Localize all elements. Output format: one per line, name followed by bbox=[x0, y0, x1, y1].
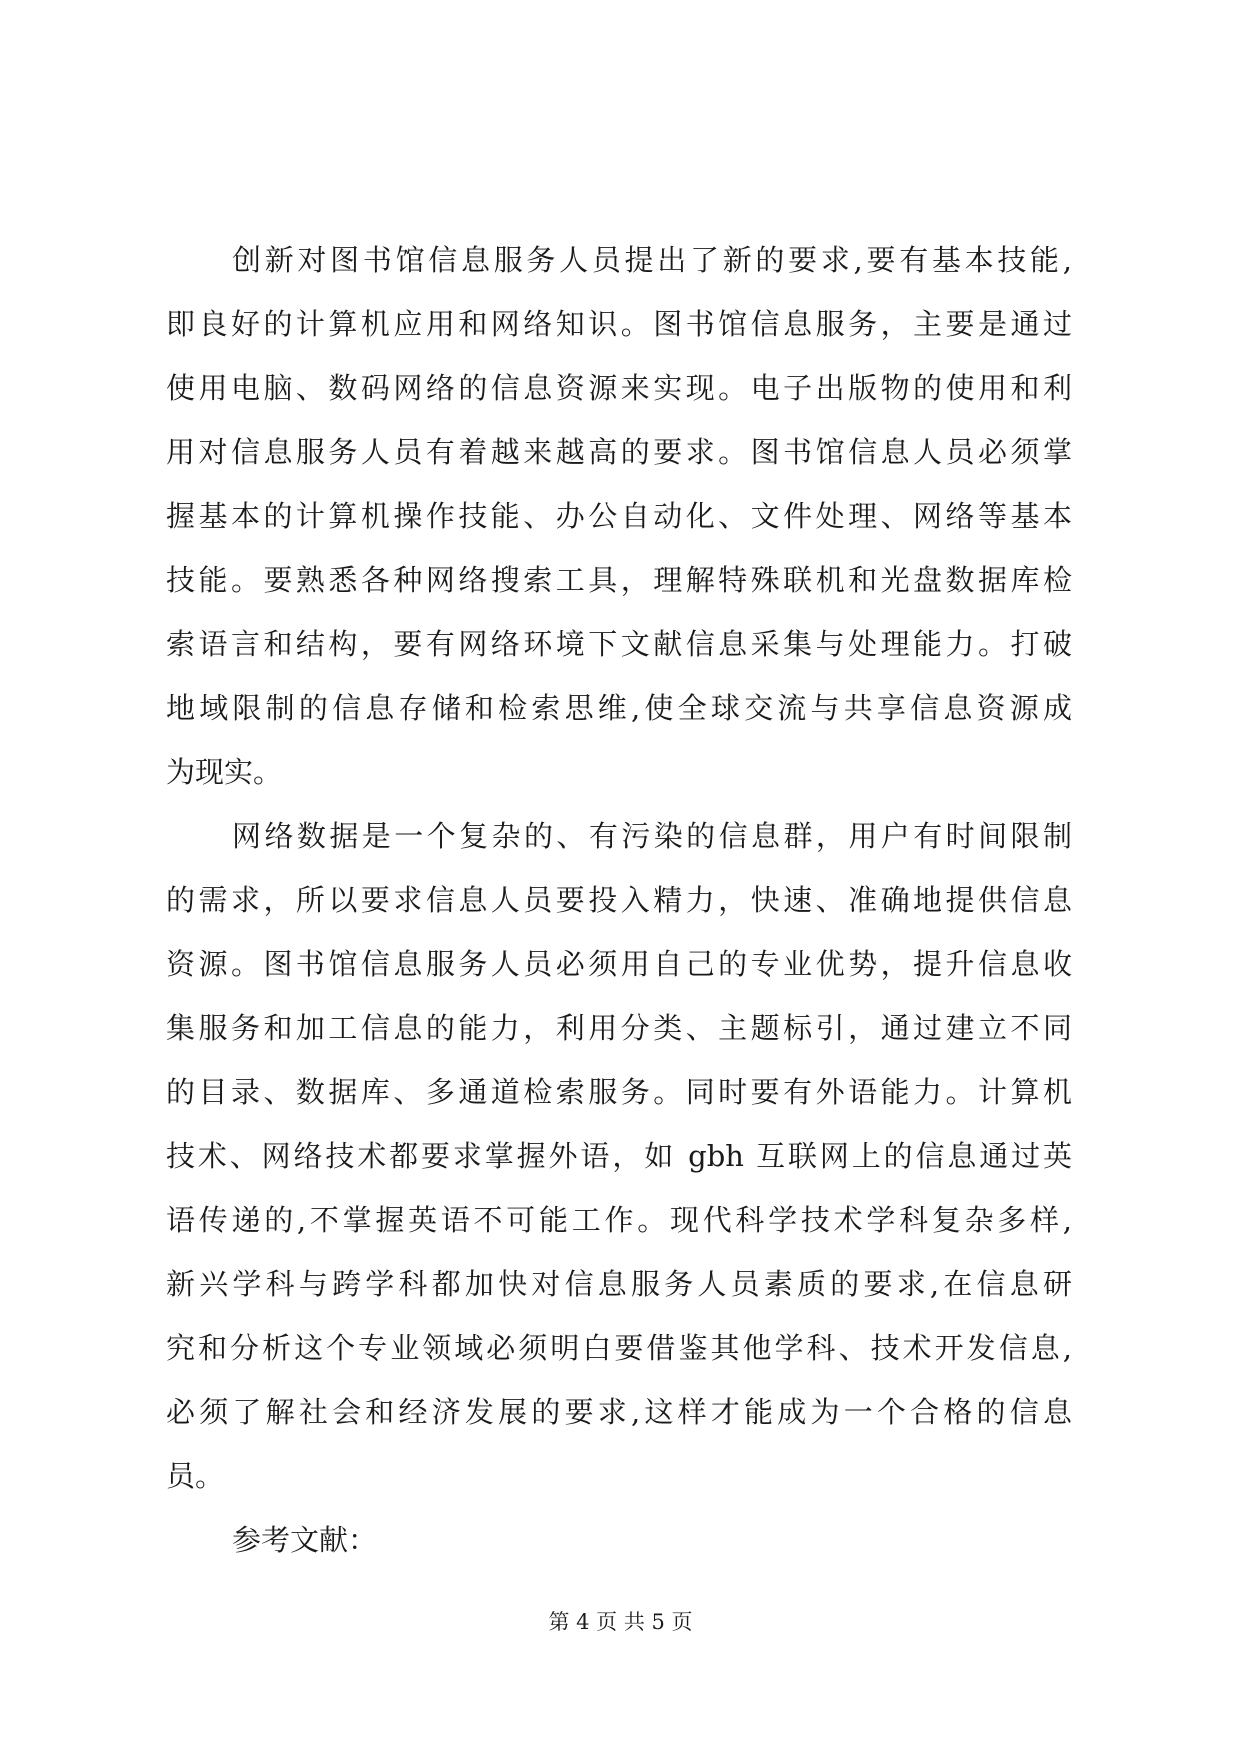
paragraph-1-line-8: 地域限制的信息存储和检索思维,使全球交流与共享信息资源成 bbox=[166, 691, 1072, 725]
paragraph-1-line-2: 即良好的计算机应用和网络知识。图书馆信息服务，主要是通过 bbox=[166, 307, 1072, 341]
paragraph-1-line-7: 索语言和结构，要有网络环境下文献信息采集与处理能力。打破 bbox=[166, 627, 1072, 661]
paragraph-2-line-9: 究和分析这个专业领域必须明白要借鉴其他学科、技术开发信息, bbox=[166, 1331, 1072, 1365]
paragraph-2-line-7: 语传递的,不掌握英语不可能工作。现代科学技术学科复杂多样, bbox=[166, 1203, 1072, 1237]
paragraph-1-line-3: 使用电脑、数码网络的信息资源来实现。电子出版物的使用和利 bbox=[166, 371, 1072, 405]
paragraph-1-line-1: 创新对图书馆信息服务人员提出了新的要求,要有基本技能, bbox=[232, 243, 1072, 277]
page-footer: 第 4 页 共 5 页 bbox=[548, 1610, 693, 1634]
paragraph-1-line-4: 用对信息服务人员有着越来越高的要求。图书馆信息人员必须掌 bbox=[166, 435, 1072, 469]
paragraph-2-line-6: 技术、网络技术都要求掌握外语，如 gbh 互联网上的信息通过英 bbox=[166, 1139, 1072, 1173]
paragraph-2-line-5: 的目录、数据库、多通道检索服务。同时要有外语能力。计算机 bbox=[166, 1075, 1072, 1109]
paragraph-1-line-6: 技能。要熟悉各种网络搜索工具，理解特殊联机和光盘数据库检 bbox=[166, 563, 1072, 597]
paragraph-1-line-9: 为现实。 bbox=[166, 755, 283, 789]
paragraph-2-line-4: 集服务和加工信息的能力，利用分类、主题标引，通过建立不同 bbox=[166, 1011, 1072, 1045]
paragraph-2-line-10: 必须了解社会和经济发展的要求,这样才能成为一个合格的信息 bbox=[166, 1395, 1072, 1429]
paragraph-1-line-5: 握基本的计算机操作技能、办公自动化、文件处理、网络等基本 bbox=[166, 499, 1072, 533]
paragraph-2-line-3: 资源。图书馆信息服务人员必须用自己的专业优势，提升信息收 bbox=[166, 947, 1072, 981]
paragraph-2-line-8: 新兴学科与跨学科都加快对信息服务人员素质的要求,在信息研 bbox=[166, 1267, 1072, 1301]
paragraph-2-line-1: 网络数据是一个复杂的、有污染的信息群，用户有时间限制 bbox=[232, 819, 1072, 853]
paragraph-2-line-2: 的需求，所以要求信息人员要投入精力，快速、准确地提供信息 bbox=[166, 883, 1072, 917]
paragraph-2-line-11: 员。 bbox=[166, 1459, 225, 1493]
body-text bbox=[166, 228, 1072, 1572]
references-heading: 参考文献： bbox=[232, 1523, 378, 1557]
